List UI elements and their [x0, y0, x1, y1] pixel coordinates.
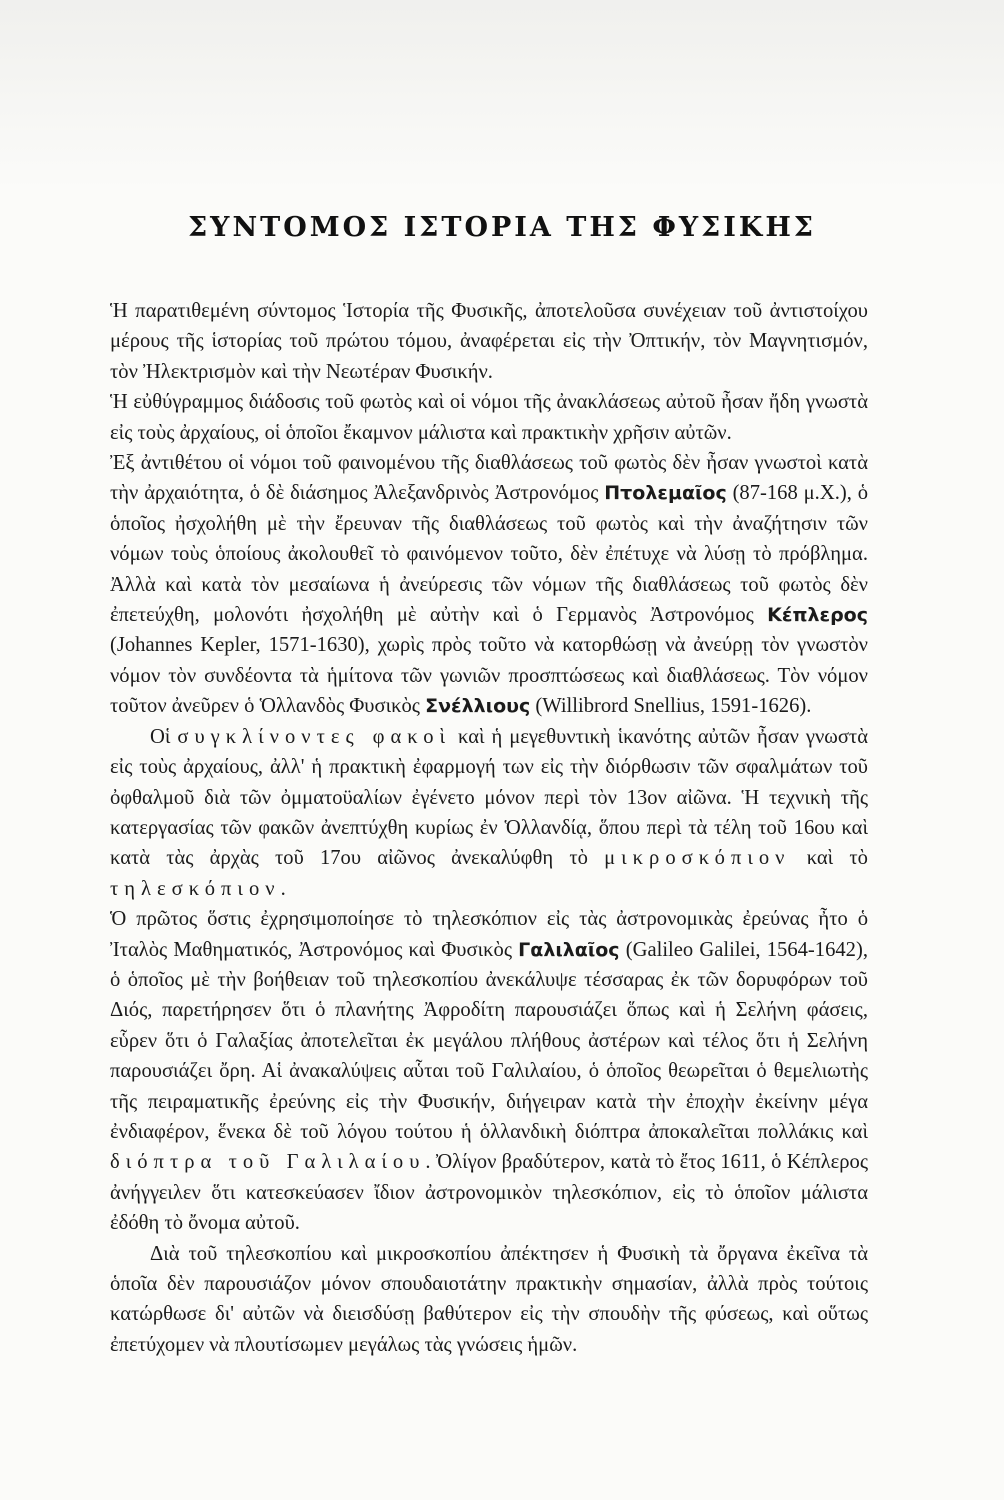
body-text: [110, 296, 868, 1360]
paragraph-4-text-b: καὶ ἡ μεγεθυντικὴ ἱκανότης αὐτῶν ἦσαν γνωστὰ εἰς τοὺς ἀρχαίους, ἀλλ' ἡ πρακτικὴ ἐφαρμογή των εἰς τὴν διόρθωσιν τῶν σφαλμάτων τοῦ ὀφθαλμοῦ διὰ τῶν ὀμματοϋαλίων ἐγένετο μόνον περὶ τὸν 13ον αἰῶνα. Ἡ τεχνικὴ τῆς κατεργασίας τῶν φακῶν ἀνεπτύχθη κυρίως ἐν Ὁλλανδίᾳ, ὅπου περὶ τὰ τέλη τοῦ 16ου καὶ κατὰ τὰς ἀρχὰς τοῦ 17ου αἰῶνος ἀνεκαλύφθη τὸ: [110, 725, 869, 870]
paragraph-4-text-a: Οἱ: [150, 725, 178, 748]
name-kepler: Κέπλερος: [767, 604, 868, 627]
show-through-band: [0, 0, 1004, 190]
paragraph-3-text-d: (Willibrord Snellius, 1591-1626).: [530, 695, 812, 718]
paragraph-3-text-b: (87-168 μ.Χ.), ὁ ὁποῖος ἠσχολήθη μὲ τὴν ἔρευναν τῆς διαθλάσεως τοῦ φωτὸς καὶ τὴν ἀναζήτησιν τῶν νόμων τοὺς ὁποίους ἀκολουθεῖ τὸ φαινόμενον τοῦτο, δὲν ἐπέτυχε νὰ λύσῃ τὸ πρόβλημα. Ἀλλὰ καὶ κατὰ τὸν μεσαίωνα ἡ ἀνεύρεσις τῶν νόμων τῆς διαθλάσεως τοῦ φωτὸς δὲν ἐπετεύχθη, μολονότι ἠσχολήθη μὲ αὐτὴν καὶ ὁ Γερμανὸς Ἀστρονόμος: [110, 482, 869, 627]
paragraph-5-text-a: Ὁ πρῶτος ὅστις ἐχρησιμοποίησε τὸ τηλεσκόπιον εἰς τὰς ἀστρονομικὰς ἐρεύνας ἦτο ὁ Ἰταλὸς Μαθηματικός, Ἀστρονόμος καὶ Φυσικὸς: [110, 908, 868, 961]
term-galilean-telescope: διόπτρα τοῦ Γαλιλαίου: [110, 1151, 426, 1174]
paragraph-5-text-b: (Galileo Galilei, 1564-1642), ὁ ὁποῖος μὲ τὴν βοήθειαν τοῦ τηλεσκοπίου ἀνεκάλυψε τέσσαρας ἐκ τῶν δορυφόρων τοῦ Διός, παρετήρησεν ὅτι ὁ πλανήτης Ἀφροδίτη παρουσιάζει ὅπως καὶ ἡ Σελήνη φάσεις, εὗρεν ὅτι ὁ Γαλαξίας ἀποτελεῖται ἐκ μεγάλου πλήθους ἀστέρων καὶ τέλος ὅτι ἡ Σελήνη παρουσιάζει ὄρη. Αἱ ἀνακαλύψεις αὗται τοῦ Γαλιλαίου, ὁ ὁποῖος θεωρεῖται ὁ θεμελιωτὴς τῆς πειραματικῆς ἐρεύνης εἰς τὴν Φυσικήν, διήγειραν κατὰ τὴν ἐποχὴν ἐκείνην μέγα ἐνδιαφέρον, ἕνεκα δὲ τοῦ λόγου τούτου ἡ ὁλλανδικὴ διόπτρα ἀποκαλεῖται πολλάκις καὶ: [110, 938, 868, 1143]
term-telescope: τηλεσκόπιον: [110, 877, 281, 900]
term-converging-lenses: συγκλίνοντες φακοὶ: [177, 725, 452, 748]
term-microscope: μικροσκόπιον: [604, 847, 791, 870]
paragraph-3-text-a: Ἐξ ἀντιθέτου οἱ νόμοι τοῦ φαινομένου τῆς διαθλάσεως τοῦ φωτὸς δὲν ἦσαν γνωστοὶ κατὰ τὴν ἀρχαιότητα, ὁ δὲ διάσημος Ἀλεξανδρινὸς Ἀστρονόμος: [110, 452, 868, 505]
name-ptolemy: Πτολεμαῖος: [604, 482, 727, 505]
paragraph-4-text-d: .: [280, 877, 286, 900]
paragraph-5-text-c: . Ὀλίγον βραδύτερον, κατὰ τὸ ἔτος 1611, ὁ Κέπλερος ἀνήγγειλεν ὅτι κατεσκεύασεν ἴδιον ἀστρονομικὸν τηλεσκόπιον, εἰς τὸ ὁποῖον μάλιστα ἐδόθη τὸ ὄνομα αὐτοῦ.: [110, 1151, 868, 1235]
paragraph-4-text-c: καὶ τὸ: [790, 847, 868, 870]
paragraph-1: Ἡ παρατιθεμένη σύντομος Ἱστορία τῆς Φυσικῆς, ἀποτελοῦσα συνέχειαν τοῦ ἀντιστοίχου μέρους τῆς ἱστορίας τοῦ πρώτου τόμου, ἀναφέρεται εἰς τὴν Ὀπτικήν, τὸν Μαγνητισμόν, τὸν Ἠλεκτρισμὸν καὶ τὴν Νεωτέραν Φυσικήν.: [110, 300, 868, 383]
paragraph-3: [110, 448, 868, 722]
name-snellius: Σνέλλιους: [425, 695, 531, 718]
page-title: ΣΥΝΤΟΜΟΣ ΙΣΤΟΡΙΑ ΤΗΣ ΦΥΣΙΚΗΣ: [188, 212, 816, 243]
paragraph-5: [110, 904, 868, 1238]
paragraph-4: [110, 722, 868, 904]
paragraph-3-text-c: (Johannes Kepler, 1571-1630), χωρὶς πρὸς τοῦτο νὰ κατορθώσῃ νὰ ἀνεύρῃ τὸν γνωστὸν νόμον τὸν συνδέοντα τὰ ἡμίτονα τῶν γωνιῶν προσπτώσεως καὶ διαθλάσεως. Τὸν νόμον τοῦτον ἀνεῦρεν ὁ Ὁλλανδὸς Φυσικὸς: [110, 634, 868, 718]
name-galileo: Γαλιλαῖος: [518, 938, 620, 961]
paragraph-6: Διὰ τοῦ τηλεσκοπίου καὶ μικροσκοπίου ἀπέκτησεν ἡ Φυσικὴ τὰ ὄργανα ἐκεῖνα τὰ ὁποῖα δὲν παρουσιάζον μόνον σπουδαιοτάτην πρακτικὴν σημασίαν, ἀλλὰ πρὸς τούτοις κατώρθωσε δι' αὐτῶν νὰ διεισδύσῃ βαθύτερον εἰς τὴν σπουδὴν τῆς φύσεως, καὶ οὕτως ἐπετύχομεν νὰ πλουτίσωμεν μεγάλως τὰς γνώσεις ἡμῶν.: [110, 1242, 868, 1356]
paragraph-2: Ἡ εὐθύγραμμος διάδοσις τοῦ φωτὸς καὶ οἱ νόμοι τῆς ἀνακλάσεως αὐτοῦ ἦσαν ἤδη γνωστὰ εἰς τοὺς ἀρχαίους, οἱ ὁποῖοι ἔκαμνον μάλιστα καὶ πρακτικὴν χρῆσιν αὐτῶν.: [110, 391, 868, 444]
